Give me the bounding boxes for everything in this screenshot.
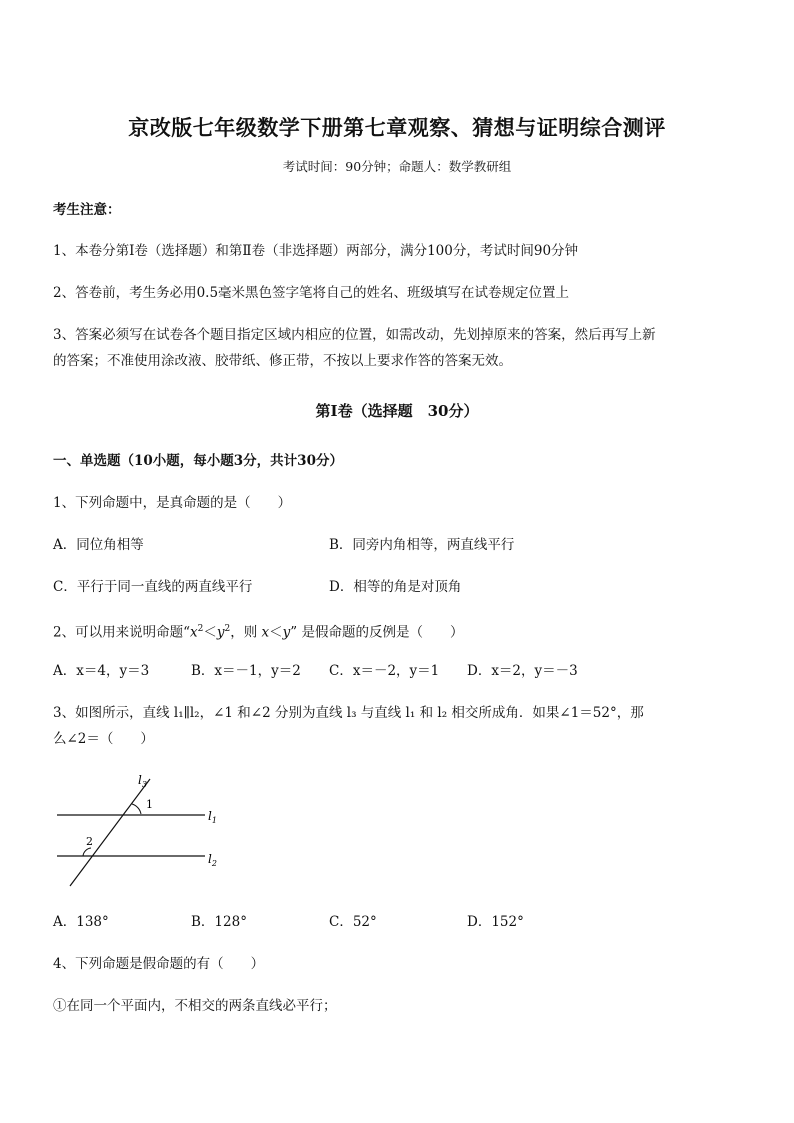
q2-exponent-1: 2 [197, 624, 204, 634]
q3-stem-line-2: 么∠2＝（ ） [53, 731, 154, 747]
q2-option-b: B．x＝－1，y＝2 [191, 663, 301, 679]
q2-stem-part-3: ” 是假命题的反例是（ ） [290, 624, 464, 641]
page-title: 京改版七年级数学下册第七章观察、猜想与证明综合测评 [128, 115, 666, 140]
q2-stem-part-1: 2、可以用来说明命题“ [53, 624, 190, 641]
parallel-lines-figure [50, 768, 230, 892]
angle-2-arc [83, 848, 91, 856]
q2-option-a: A．x＝4，y＝3 [53, 663, 150, 679]
q2-option-d: D．x＝2，y＝－3 [467, 663, 578, 679]
q3-option-c: C．52° [329, 914, 377, 930]
q1-option-b: B．同旁内角相等，两直线平行 [329, 537, 515, 553]
q2-var-x-2: x [261, 624, 270, 641]
q1-option-d: D．相等的角是对顶角 [329, 579, 462, 595]
q3-stem-line-1: 3、如图所示，直线 l₁∥l₂，∠1 和∠2 分别为直线 l₃ 与直线 l₁ 和 l₂ 相交所成角．如果∠1＝52°，那 [53, 705, 644, 721]
notice-heading: 考生注意： [53, 202, 121, 218]
exam-info: 考试时间：90分钟；命题人：数学教研组 [282, 159, 512, 174]
q2-exponent-2: 2 [224, 624, 231, 634]
notice-item-1: 1、本卷分第Ⅰ卷（选择题）和第Ⅱ卷（非选择题）两部分，满分100分，考试时间90分钟 [53, 243, 579, 259]
q2-var-x: x [190, 624, 198, 641]
q1-option-a: A．同位角相等 [53, 537, 144, 553]
q2-stem-part-2: ，则 [230, 624, 262, 641]
angle-2-label: 2 [86, 835, 93, 848]
notice-item-3-line-1: 3、答案必须写在试卷各个题目指定区域内相应的位置，如需改动，先划掉原来的答案，然后再写上新 [53, 327, 656, 343]
label-l1: $l_1$ [208, 809, 217, 825]
q2-less-than-1: ＜ [203, 624, 217, 641]
q2-var-y-2: y [282, 624, 291, 641]
angle-1-arc [132, 804, 141, 814]
q2-stem [53, 620, 464, 642]
q3-option-d: D．152° [467, 914, 524, 930]
q1-option-c: C．平行于同一直线的两直线平行 [53, 579, 253, 595]
label-l3: $l_3$ [138, 773, 147, 789]
q3-option-a: A．138° [53, 914, 109, 930]
notice-item-3-line-2: 的答案；不准使用涂改液、胶带纸、修正带，不按以上要求作答的答案无效。 [53, 353, 512, 369]
label-l2: $l_2$ [208, 852, 217, 868]
q2-less-than-2: ＜ [269, 624, 283, 641]
part-heading: 第Ⅰ卷（选择题 30分） [315, 402, 479, 420]
notice-item-2: 2、答卷前，考生务必用0.5毫米黑色签字笔将自己的姓名、班级填写在试卷规定位置上 [53, 285, 570, 301]
q2-option-c: C．x＝－2，y＝1 [329, 663, 440, 679]
q2-var-y: y [216, 624, 225, 641]
q4-stem: 4、下列命题是假命题的有（ ） [53, 956, 265, 972]
line-l3 [70, 779, 150, 886]
angle-1-label: 1 [146, 798, 153, 811]
q1-stem: 1、下列命题中，是真命题的是（ ） [53, 495, 292, 511]
q4-statement-1: ①在同一个平面内，不相交的两条直线必平行； [53, 998, 337, 1014]
q3-option-b: B．128° [191, 914, 247, 930]
section-heading: 一、单选题（10小题，每小题3分，共计30分） [53, 453, 343, 469]
